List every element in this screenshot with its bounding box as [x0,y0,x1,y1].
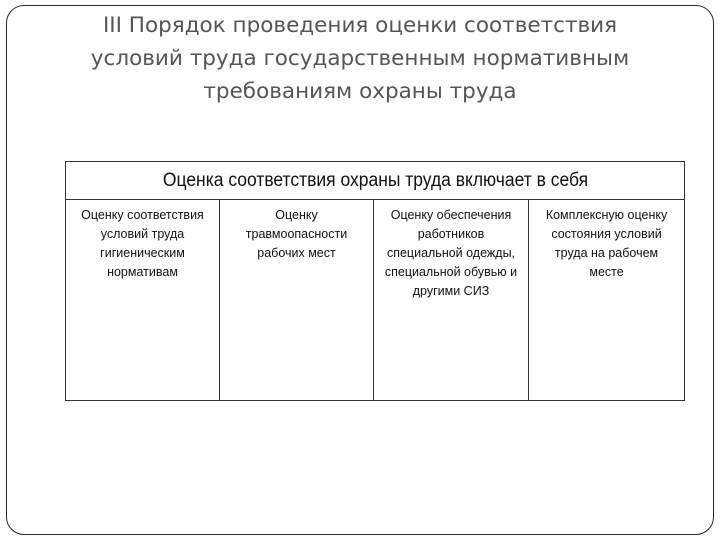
table-header [90,162,660,200]
cell-line: труда на рабочем [554,246,659,260]
cell-line: работников [417,227,485,241]
table-header-row [66,162,685,200]
cell-line: другими СИЗ [412,284,490,298]
table-header-text: Оценка соответствия охраны труда включает в себя [162,169,588,191]
cell-line: месте [589,265,624,279]
slide-title-line-2: условий труда государственным нормативным [90,46,630,71]
cell-line: специальной одежды, [386,246,516,260]
assessment-table [65,161,685,401]
slide-title-line-1: III Порядок проведения оценки соответствия [102,13,618,38]
table-row [66,200,685,401]
cell-line: гигиеническим [100,246,185,260]
cell-line: травмоопасности [245,227,348,241]
column-ppe-assessment [374,200,529,401]
column-comprehensive-assessment [529,200,685,401]
cell-line: Оценку соответствия [81,208,204,222]
cell-line: условий труда [100,227,185,241]
cell-line: Комплексную оценку [545,208,668,222]
cell-line: специальной обувью и [384,265,518,279]
slide-title-line-3: требованиям охраны труда [203,79,517,104]
cell-line: рабочих мест [257,246,336,260]
column-hygiene-assessment [66,200,220,401]
column-injury-risk-assessment [220,200,374,401]
cell-line: Оценку обеспечения [390,208,512,222]
cell-line: состояния условий [551,227,662,241]
slide-title [30,9,690,108]
cell-line: нормативам [107,265,178,279]
cell-line: Оценку [275,208,318,222]
